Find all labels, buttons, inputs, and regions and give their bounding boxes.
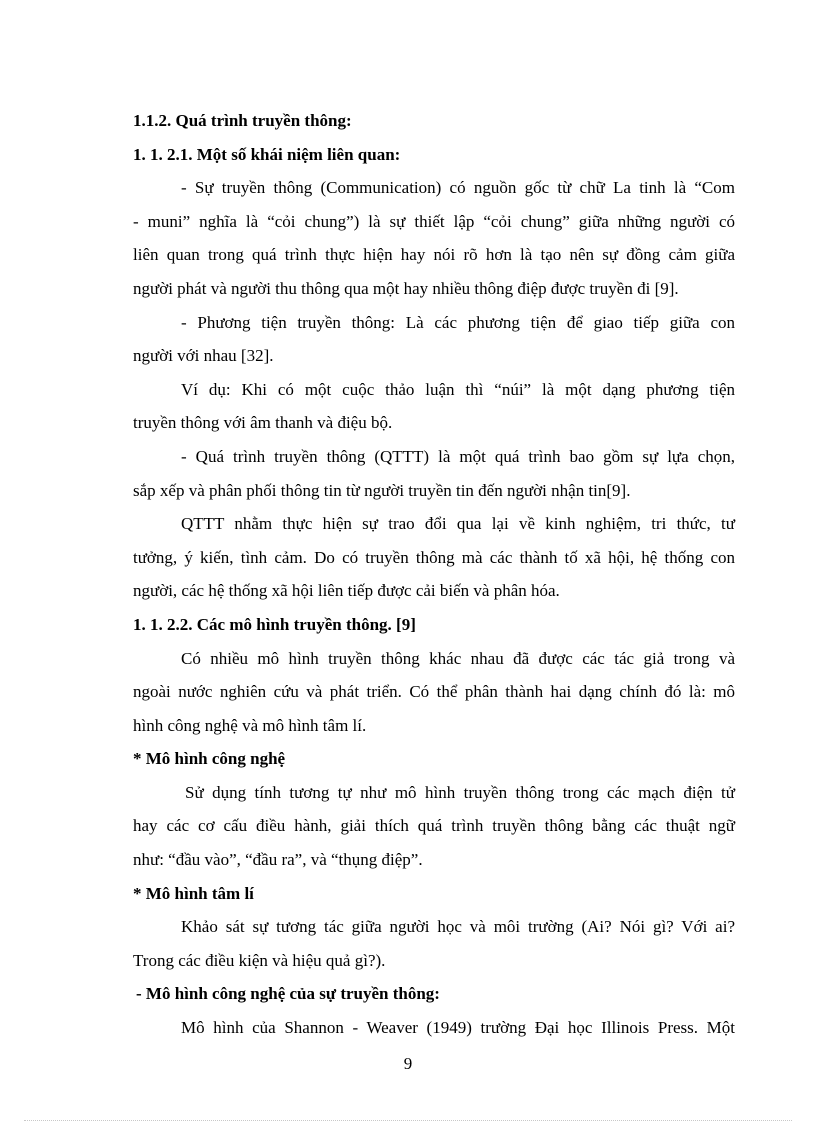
- text-line: - Sự truyền thông (Communication) có nguồn gốc từ chữ La tinh là “Com: [181, 178, 735, 198]
- text-line: Mô hình của Shannon - Weaver (1949) trường Đại học Illinois Press. Một: [181, 1018, 735, 1038]
- paragraph-communication-definition: [133, 171, 735, 305]
- paragraph-technology-model: [133, 776, 735, 877]
- page-number: 9: [403, 1054, 413, 1073]
- paragraph-communication-media: [133, 306, 735, 373]
- section-heading-1-1-2-2: 1. 1. 2.2. Các mô hình truyền thông. [9]: [133, 614, 416, 634]
- subheading-psychology-model: * Mô hình tâm lí: [133, 883, 254, 903]
- text-line: như: “đầu vào”, “đầu ra”, và “thụng điệp”.: [133, 850, 423, 870]
- text-line: người, các hệ thống xã hội liên tiếp được cải biến và phân hóa.: [133, 581, 560, 601]
- text-line: hay các cơ cấu điều hành, giải thích quá trình truyền thông bằng các thuật ngữ: [133, 816, 735, 836]
- text-line: tưởng, ý kiến, tình cảm. Do có truyền thông mà các thành tố xã hội, hệ thống con: [133, 547, 735, 567]
- body-text: [133, 104, 735, 1045]
- text-line: Có nhiều mô hình truyền thông khác nhau đã được các tác giả trong và: [181, 648, 735, 668]
- text-line: sắp xếp và phân phối thông tin từ người truyền tin đến người nhận tin[9].: [133, 480, 631, 500]
- page-bottom-divider: [24, 1120, 792, 1121]
- text-line: Khảo sát sự tương tác giữa người học và môi trường (Ai? Nói gì? Với ai?: [181, 917, 735, 937]
- text-line: liên quan trong quá trình thực hiện hay nói rõ hơn là tạo nên sự đồng cảm giữa: [133, 245, 735, 265]
- subheading-technology-model: * Mô hình công nghệ: [133, 749, 286, 769]
- text-line: QTTT nhằm thực hiện sự trao đổi qua lại về kinh nghiệm, tri thức, tư: [181, 514, 735, 534]
- text-line: người phát và người thu thông qua một hay nhiều thông điệp được truyền đi [9].: [133, 278, 679, 298]
- text-line: Sử dụng tính tương tự như mô hình truyền thông trong các mạch điện tử: [185, 782, 735, 802]
- section-heading-1-1-2-1: 1. 1. 2.1. Một số khái niệm liên quan:: [133, 144, 401, 164]
- text-line: - Quá trình truyền thông (QTTT) là một quá trình bao gồm sự lựa chọn,: [181, 446, 735, 466]
- text-line: hình công nghệ và mô hình tâm lí.: [133, 715, 367, 735]
- section-heading-1-1-2: 1.1.2. Quá trình truyền thông:: [133, 111, 352, 130]
- text-line: - muni” nghĩa là “cỏi chung”) là sự thiết lập “cỏi chung” giữa những người có: [133, 211, 735, 231]
- paragraph-shannon-weaver: [133, 1011, 735, 1045]
- text-line: ngoài nước nghiên cứu và phát triển. Có thể phân thành hai dạng chính đó là: mô: [133, 682, 735, 702]
- paragraph-qttt-purpose: [133, 507, 735, 608]
- text-line: truyền thông với âm thanh và điệu bộ.: [133, 413, 393, 433]
- text-line: người với nhau [32].: [133, 346, 274, 366]
- text-line: Trong các điều kiện và hiệu quả gì?).: [133, 950, 386, 970]
- paragraph-models-overview: [133, 642, 735, 743]
- paragraph-communication-process: [133, 440, 735, 507]
- text-line: - Phương tiện truyền thông: Là các phương tiện để giao tiếp giữa con: [181, 312, 735, 332]
- paragraph-psychology-model: [133, 910, 735, 977]
- subheading-technology-model-of-communication: - Mô hình công nghệ của sự truyền thông:: [136, 984, 440, 1004]
- text-line: Ví dụ: Khi có một cuộc thảo luận thì “núi” là một dạng phương tiện: [181, 379, 735, 399]
- paragraph-example: [133, 373, 735, 440]
